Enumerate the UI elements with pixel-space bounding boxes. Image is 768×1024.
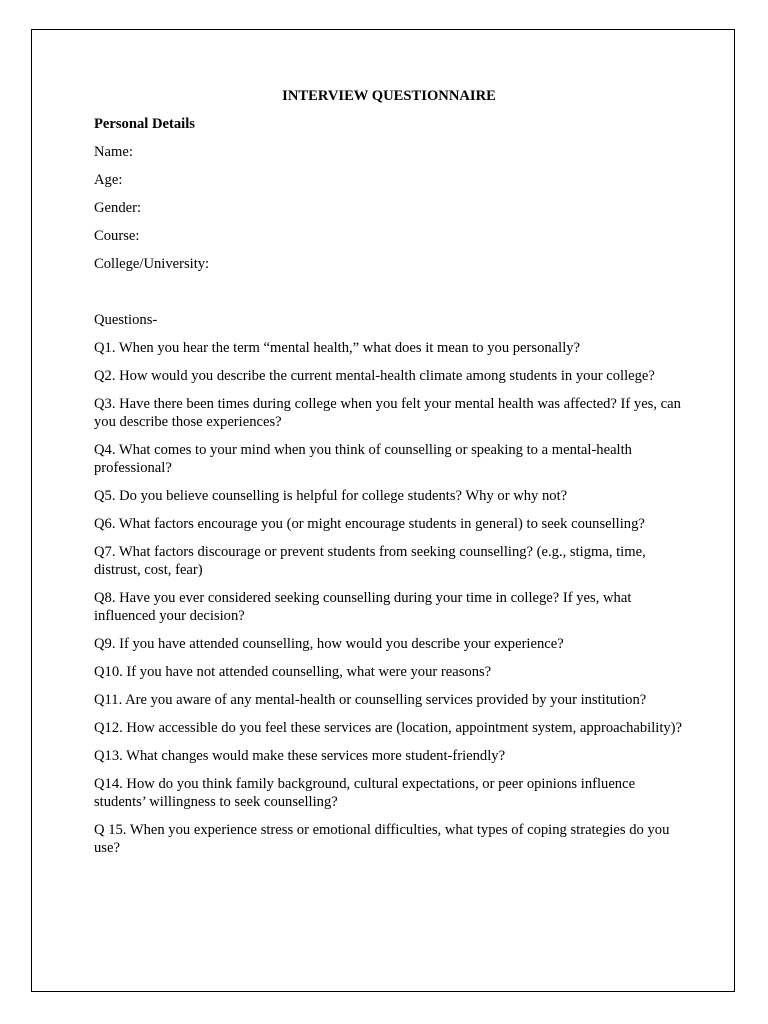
question-15: Q 15. When you experience stress or emotional difficulties, what types of coping strategies do you use? [94,822,670,856]
field-course: Course: [94,228,140,244]
question-11: Q11. Are you aware of any mental-health or counselling services provided by your institution? [94,692,647,708]
question-1: Q1. When you hear the term “mental health,” what does it mean to you personally? [94,340,581,356]
field-gender: Gender: [94,200,142,216]
section-spacer [94,283,684,311]
document-title: INTERVIEW QUESTIONNAIRE [282,88,496,104]
question-12: Q12. How accessible do you feel these services are (location, appointment system, approachability)? [94,720,683,736]
question-9: Q9. If you have attended counselling, how would you describe your experience? [94,636,564,652]
question-4: Q4. What comes to your mind when you think of counselling or speaking to a mental-health professional? [94,442,632,476]
question-2: Q2. How would you describe the current mental-health climate among students in your college? [94,368,655,384]
field-age: Age: [94,172,123,188]
personal-details-heading: Personal Details [94,116,195,132]
field-college-university: College/University: [94,256,210,272]
question-8: Q8. Have you ever considered seeking counselling during your time in college? If yes, what influenced your decision? [94,590,632,624]
question-5: Q5. Do you believe counselling is helpful for college students? Why or why not? [94,488,568,504]
questions-heading: Questions- [94,312,158,328]
question-7: Q7. What factors discourage or prevent students from seeking counselling? (e.g., stigma, time, distrust, cost, fear) [94,544,646,578]
document-page [31,29,735,992]
question-14: Q14. How do you think family background, cultural expectations, or peer opinions influence students’ willingness to seek counselling? [94,776,636,810]
question-10: Q10. If you have not attended counselling, what were your reasons? [94,664,492,680]
field-name: Name: [94,144,133,160]
question-6: Q6. What factors encourage you (or might encourage students in general) to seek counselling? [94,516,645,532]
document-content [94,87,684,867]
question-13: Q13. What changes would make these services more student-friendly? [94,748,506,764]
question-3: Q3. Have there been times during college when you felt your mental health was affected? If yes, can you describe those experiences? [94,396,681,430]
